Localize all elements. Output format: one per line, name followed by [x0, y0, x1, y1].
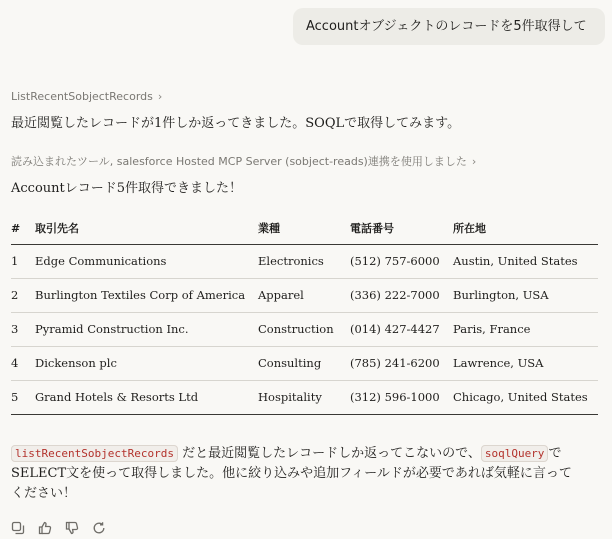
thumbs-up-button[interactable]: [36, 519, 54, 537]
cell-number: 4: [11, 346, 35, 380]
cell-account-name: Burlington Textiles Corp of America: [35, 278, 258, 312]
column-header-number: #: [11, 213, 35, 244]
cell-phone: (014) 427-4427: [350, 312, 453, 346]
column-header-phone: 電話番号: [350, 213, 453, 244]
cell-phone: (512) 757-6000: [350, 244, 453, 278]
column-header-location: 所在地: [453, 213, 598, 244]
account-results-table: [11, 213, 598, 415]
copy-button[interactable]: [9, 519, 27, 537]
closing-text-2: でSELECT文を使って取得しました。他に絞り込みや追加フィールドが必要であれば気軽に言ってください！: [11, 446, 572, 501]
cell-number: 1: [11, 244, 35, 278]
table-row: [11, 244, 598, 278]
cell-industry: Consulting: [258, 346, 350, 380]
cell-phone: (785) 241-6200: [350, 346, 453, 380]
retry-button[interactable]: [90, 519, 108, 537]
thumbs-down-button[interactable]: [63, 519, 81, 537]
cell-location: Lawrence, USA: [453, 346, 598, 380]
cell-location: Burlington, USA: [453, 278, 598, 312]
table-row: [11, 380, 598, 414]
inline-code-soql-query: soqlQuery: [481, 445, 549, 462]
table-row: [11, 312, 598, 346]
cell-number: 5: [11, 380, 35, 414]
copy-icon: [11, 521, 25, 535]
chevron-right-icon: ›: [471, 155, 477, 168]
inline-code-list-recent: listRecentSobjectRecords: [11, 445, 178, 462]
user-message-bubble: [293, 8, 605, 45]
user-message-text: Accountオブジェクトのレコードを5件取得して: [306, 19, 587, 34]
closing-text-1: だと最近閲覧したレコードしか返ってこないので、: [177, 446, 481, 461]
column-header-account-name: 取引先名: [35, 213, 258, 244]
cell-industry: Construction: [258, 312, 350, 346]
thumbs-up-icon: [38, 521, 52, 535]
tool-call-list-recent[interactable]: [11, 89, 162, 105]
assistant-message-2: Accountレコード5件取得できました！: [11, 181, 243, 196]
cell-account-name: Edge Communications: [35, 244, 258, 278]
chevron-right-icon: ›: [157, 90, 163, 103]
table-row: [11, 278, 598, 312]
cell-number: 3: [11, 312, 35, 346]
assistant-closing-message: [11, 444, 583, 504]
tool-call-mcp-server[interactable]: [11, 154, 476, 170]
cell-location: Chicago, United States: [453, 380, 598, 414]
cell-phone: (336) 222-7000: [350, 278, 453, 312]
retry-icon: [92, 521, 106, 535]
cell-location: Paris, France: [453, 312, 598, 346]
tool-call-label: 読み込まれたツール, salesforce Hosted MCP Server (sobject-reads)連携を使用しました: [11, 155, 467, 168]
cell-industry: Apparel: [258, 278, 350, 312]
tool-call-label: ListRecentSobjectRecords: [11, 90, 153, 103]
assistant-message-1: 最近閲覧したレコードが1件しか返ってきました。SOQLで取得してみます。: [11, 116, 461, 131]
cell-phone: (312) 596-1000: [350, 380, 453, 414]
table-header-row: [11, 213, 598, 244]
cell-location: Austin, United States: [453, 244, 598, 278]
message-actions: [9, 519, 108, 537]
cell-number: 2: [11, 278, 35, 312]
column-header-industry: 業種: [258, 213, 350, 244]
thumbs-down-icon: [65, 521, 79, 535]
cell-account-name: Dickenson plc: [35, 346, 258, 380]
table-row: [11, 346, 598, 380]
cell-industry: Electronics: [258, 244, 350, 278]
cell-industry: Hospitality: [258, 380, 350, 414]
cell-account-name: Pyramid Construction Inc.: [35, 312, 258, 346]
cell-account-name: Grand Hotels & Resorts Ltd: [35, 380, 258, 414]
